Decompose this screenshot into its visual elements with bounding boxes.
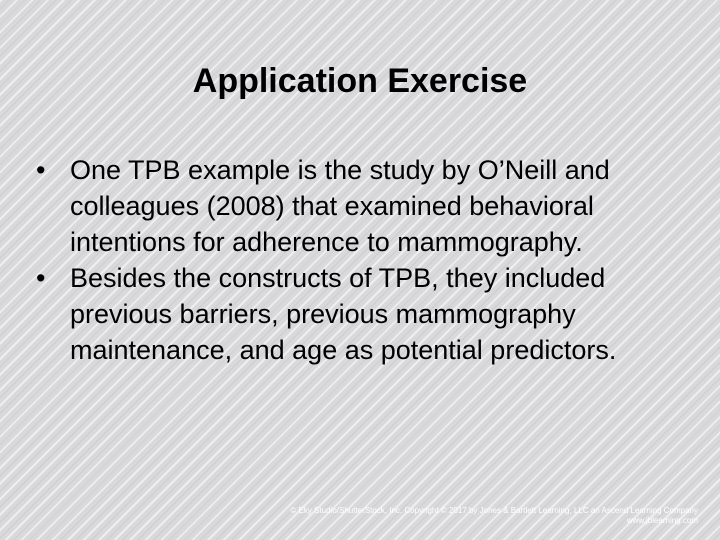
copyright-text: © Eky Studio/ShutterStock, Inc. Copyright © 2017 by Jones & Bartlett Learning, LLC an Ascend Learning Company: [290, 506, 698, 515]
bullet-marker: •: [36, 155, 46, 185]
slide-title: Application Exercise: [192, 62, 528, 100]
bullet-item: [36, 260, 676, 368]
bullet-list: [36, 152, 676, 368]
copyright-footer: [138, 506, 698, 526]
bullet-text: One TPB example is the study by O’Neill and colleagues (2008) that examined behavioral intentions for adherence to mammography.: [70, 155, 610, 257]
bullet-text: Besides the constructs of TPB, they included previous barriers, previous mammography maintenance, and age as potential predictors.: [70, 263, 617, 365]
bullet-item: [36, 152, 676, 260]
website-link: www.jblearning.com: [626, 516, 698, 525]
bullet-marker: •: [36, 263, 46, 293]
